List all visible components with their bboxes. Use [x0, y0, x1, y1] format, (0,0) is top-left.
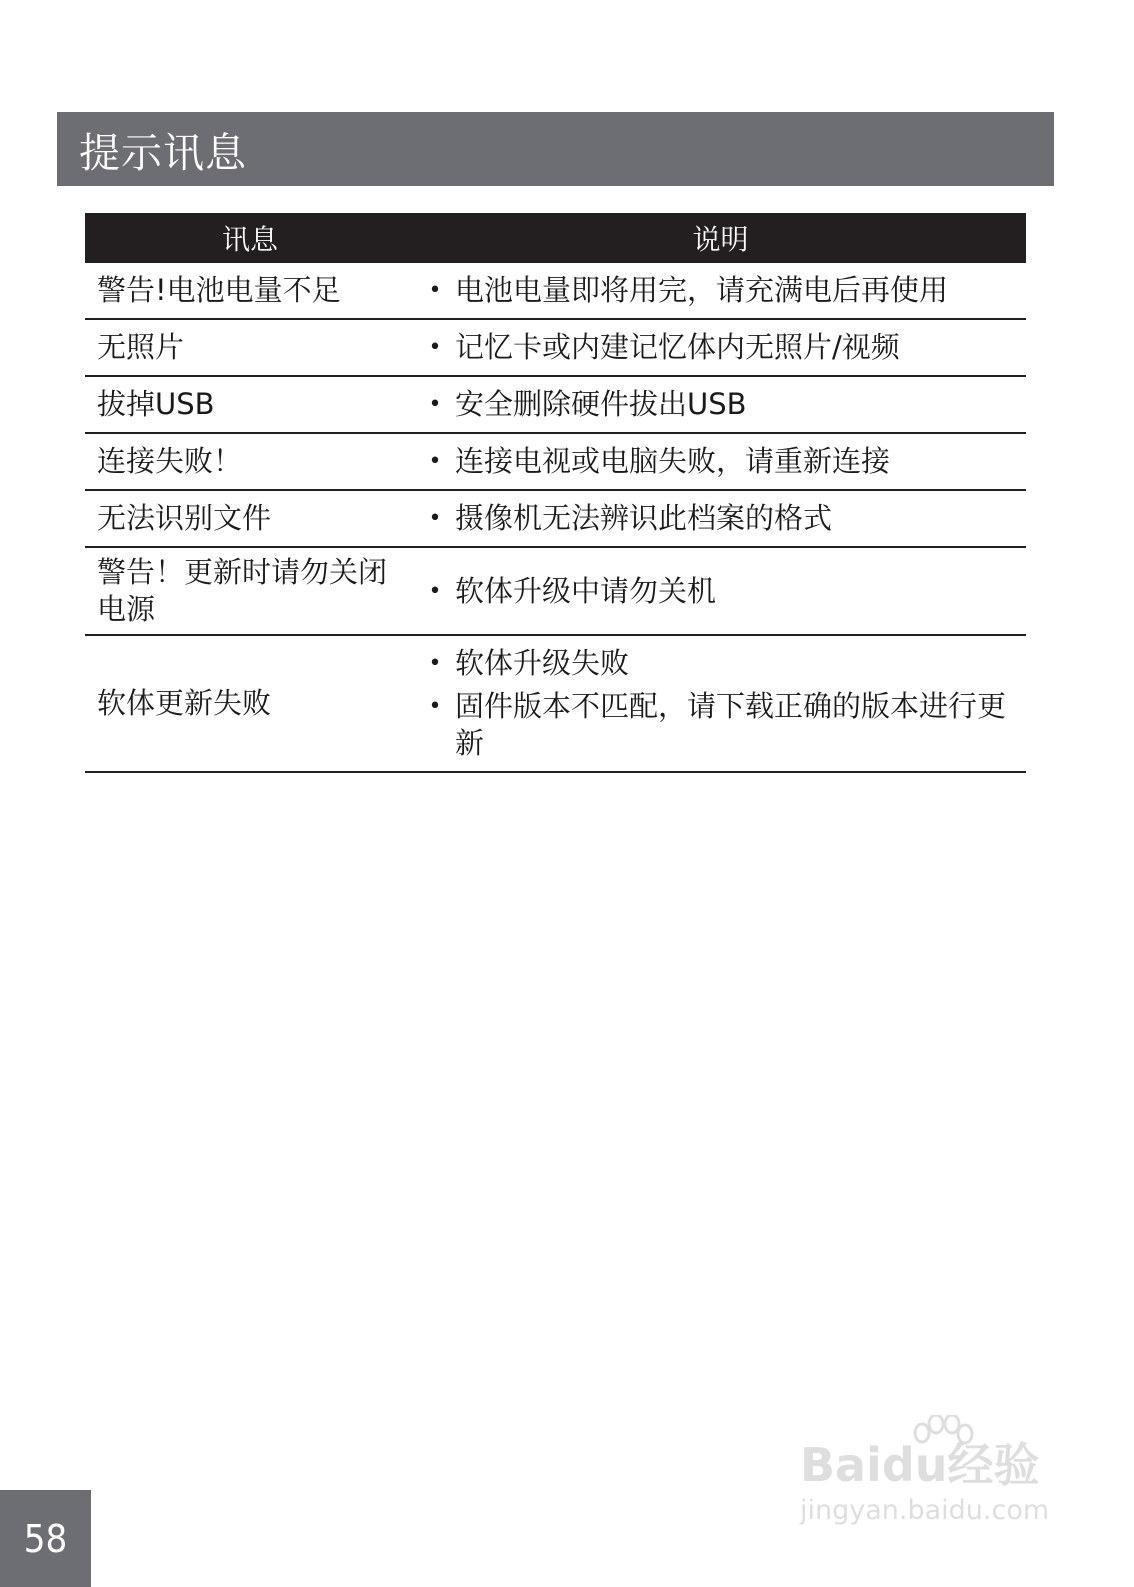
- description-item: [415, 383, 1026, 426]
- bullet-icon: •: [428, 449, 442, 474]
- table-row: [85, 376, 1026, 433]
- table-row: [85, 635, 1026, 772]
- bullet-icon: •: [428, 651, 442, 676]
- table-row: [85, 433, 1026, 490]
- message-cell: 软体更新失败: [85, 635, 415, 772]
- section-title: 提示讯息: [79, 128, 247, 177]
- description-text: 软体升级失败: [455, 646, 630, 680]
- message-cell: 无法识别文件: [85, 490, 415, 547]
- bullet-icon: •: [428, 392, 442, 417]
- bullet-icon: •: [428, 694, 442, 719]
- bullet-icon: •: [428, 278, 442, 303]
- description-text: 连接电视或电脑失败，请重新连接: [455, 444, 891, 478]
- description-item: [415, 326, 1026, 369]
- description-item: [415, 440, 1026, 483]
- watermark-logo: Baidu经验: [800, 1438, 1040, 1492]
- page-number-box: [0, 1490, 91, 1587]
- table-header-row: [85, 213, 1026, 263]
- message-cell: 无照片: [85, 319, 415, 376]
- watermark-url: jingyan.baidu.com: [800, 1495, 1050, 1526]
- description-item: [415, 642, 1026, 685]
- description-text: 软体升级中请勿关机: [455, 573, 717, 608]
- description-text: 记忆卡或内建记忆体内无照片/视频: [455, 330, 900, 364]
- description-item: [415, 269, 1026, 312]
- description-item: [415, 685, 1026, 765]
- message-cell: 拔掉USB: [85, 376, 415, 433]
- table-row: [85, 490, 1026, 547]
- column-header-description: 说明: [415, 213, 1026, 263]
- message-cell: 警告！更新时请勿关闭电源: [85, 547, 415, 635]
- table-row: [85, 263, 1026, 319]
- table-row: [85, 547, 1026, 635]
- description-item: [415, 570, 1026, 613]
- description-text: 固件版本不匹配，请下载正确的版本进行更新: [455, 689, 1007, 760]
- description-cell: [415, 319, 1026, 376]
- description-text: 安全删除硬件拔出USB: [455, 387, 747, 421]
- description-cell: [415, 547, 1026, 635]
- message-table: [85, 213, 1026, 773]
- description-item: [415, 497, 1026, 540]
- description-text: 电池电量即将用完，请充满电后再使用: [455, 273, 949, 307]
- page-number: 58: [23, 1516, 68, 1561]
- section-header: [57, 112, 1054, 186]
- message-cell: 警告!电池电量不足: [85, 263, 415, 319]
- bullet-icon: •: [428, 506, 442, 531]
- bullet-icon: •: [428, 335, 442, 360]
- message-cell: 连接失败！: [85, 433, 415, 490]
- baidu-watermark: [800, 1415, 1060, 1535]
- description-cell: [415, 433, 1026, 490]
- description-text: 摄像机无法辨识此档案的格式: [455, 501, 833, 535]
- description-cell: [415, 263, 1026, 319]
- column-header-message: 讯息: [85, 213, 415, 263]
- bullet-icon: •: [428, 578, 442, 604]
- description-cell: [415, 376, 1026, 433]
- description-cell: [415, 635, 1026, 772]
- description-cell: [415, 490, 1026, 547]
- table-row: [85, 319, 1026, 376]
